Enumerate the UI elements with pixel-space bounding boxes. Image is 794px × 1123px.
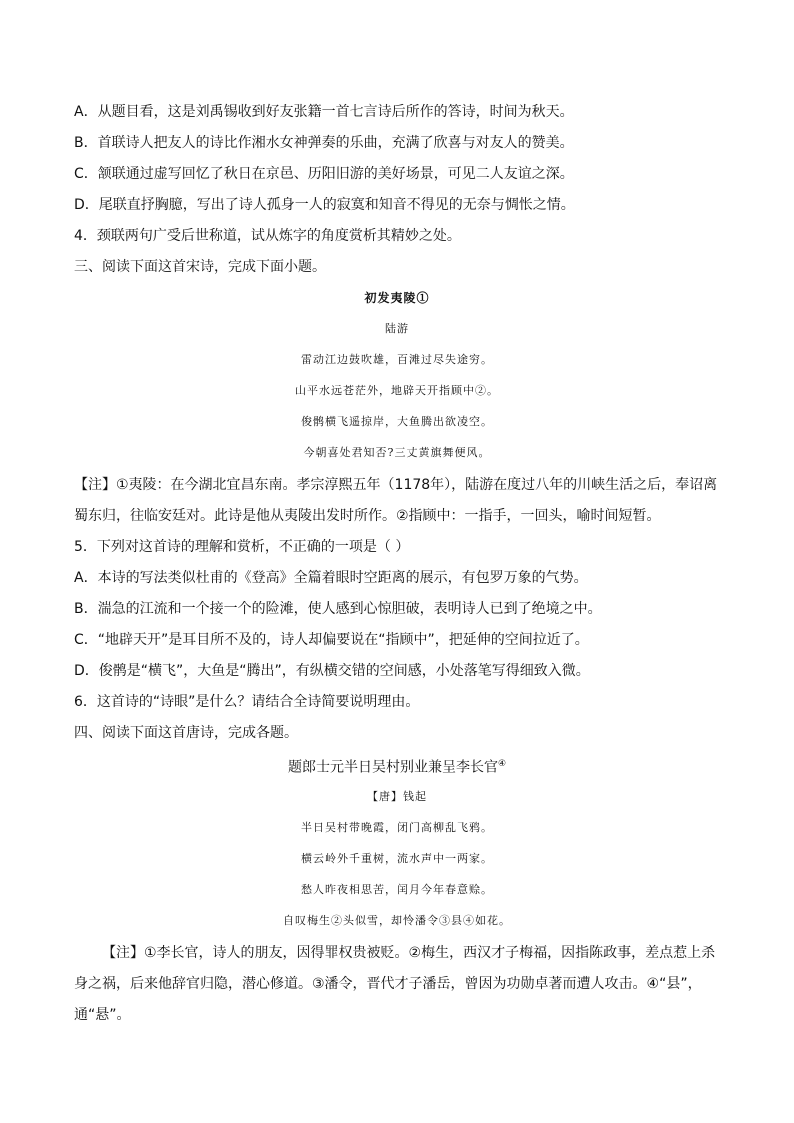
poem2-title-row <box>0 755 794 777</box>
section-3-heading: 三、阅读下面这首宋诗，完成下面小题。 <box>74 259 326 275</box>
poem2-title-note-mark: ④ <box>497 759 507 769</box>
poem2-line-3: 愁人昨夜相思苦，闰月今年春意赊。 <box>301 883 493 896</box>
option-c-prev: C．颔联通过虚写回忆了秋日在京邑、历阳旧游的美好场景，可见二人友谊之深。 <box>74 166 574 182</box>
option-b: B．湍急的江流和一个接一个的险滩，使人感到心惊胆破，表明诗人已到了绝境之中。 <box>74 601 602 617</box>
poem2-title: 题郎士元半日吴村别业兼呈李长官 <box>287 759 498 776</box>
poem2-line-1: 半日吴村带晚霞，闭门高柳乱飞鸦。 <box>301 821 493 834</box>
poem1-note: 【注】①夷陵：在今湖北宜昌东南。孝宗淳熙五年（1178年），陆游在度过八年的川峡生活之后，奉诏离蜀东归，往临安廷对。此诗是他从夷陵出发时所作。②指顾中：一指手，一回头，喻时间短暂。 <box>74 477 718 524</box>
option-d-prev: D．尾联直抒胸臆，写出了诗人孤身一人的寂寞和知音不得见的无奈与惆怅之情。 <box>74 197 575 213</box>
option-a-prev: A．从题目看，这是刘禹锡收到好友张籍一首七言诗后所作的答诗，时间为秋天。 <box>74 104 574 120</box>
poem1-author: 陆游 <box>385 322 409 335</box>
option-b-prev: B．首联诗人把友人的诗比作湘水女神弹奏的乐曲，充满了欣喜与对友人的赞美。 <box>74 135 574 151</box>
poem1-line-1: 雷动江边鼓吹雄，百滩过尽失途穷。 <box>301 353 493 366</box>
question-4: 4．颈联两句广受后世称道，试从炼字的角度赏析其精妙之处。 <box>74 228 461 244</box>
section-4-heading: 四、阅读下面这首唐诗，完成各题。 <box>74 725 298 741</box>
poem2-line-4: 自叹梅生②头似雪，却怜潘令③县④如花。 <box>283 914 511 927</box>
question-5: 5．下列对这首诗的理解和赏析，不正确的一项是（ ） <box>74 539 410 555</box>
poem1-title: 初发夷陵① <box>364 291 430 305</box>
option-c: C．“地辟天开”是耳目所不及的，诗人却偏要说在“指顾中”，把延伸的空间拉近了。 <box>74 632 589 648</box>
poem1-line-3: 俊鹘横飞遥掠岸，大鱼腾出欲凌空。 <box>301 415 493 428</box>
poem2-line-2: 横云岭外千重树，流水声中一两家。 <box>301 852 493 865</box>
question-6: 6．这首诗的“诗眼”是什么？请结合全诗简要说明理由。 <box>74 694 420 710</box>
option-d: D．俊鹘是“横飞”，大鱼是“腾出”，有纵横交错的空间感，小处落笔写得细致入微。 <box>74 663 590 679</box>
poem2-note: 【注】①李长官，诗人的朋友，因得罪权贵被贬。②梅生，西汉才子梅福，因指陈政事，差点惹上杀身之祸，后来他辞官归隐，潜心修道。③潘令，晋代才子潘岳，曾因为功勋卓著而遭人攻击。④“县”，通“悬”。 <box>74 945 716 1023</box>
poem1-line-4: 今朝喜处君知否?三丈黄旗舞便风。 <box>303 446 491 459</box>
poem1-line-2: 山平水远苍茫外，地辟天开指顾中②。 <box>295 384 499 397</box>
option-a: A．本诗的写法类似杜甫的《登高》全篇着眼时空距离的展示，有包罗万象的气势。 <box>74 570 588 586</box>
poem2-author: 【唐】钱起 <box>367 790 427 803</box>
